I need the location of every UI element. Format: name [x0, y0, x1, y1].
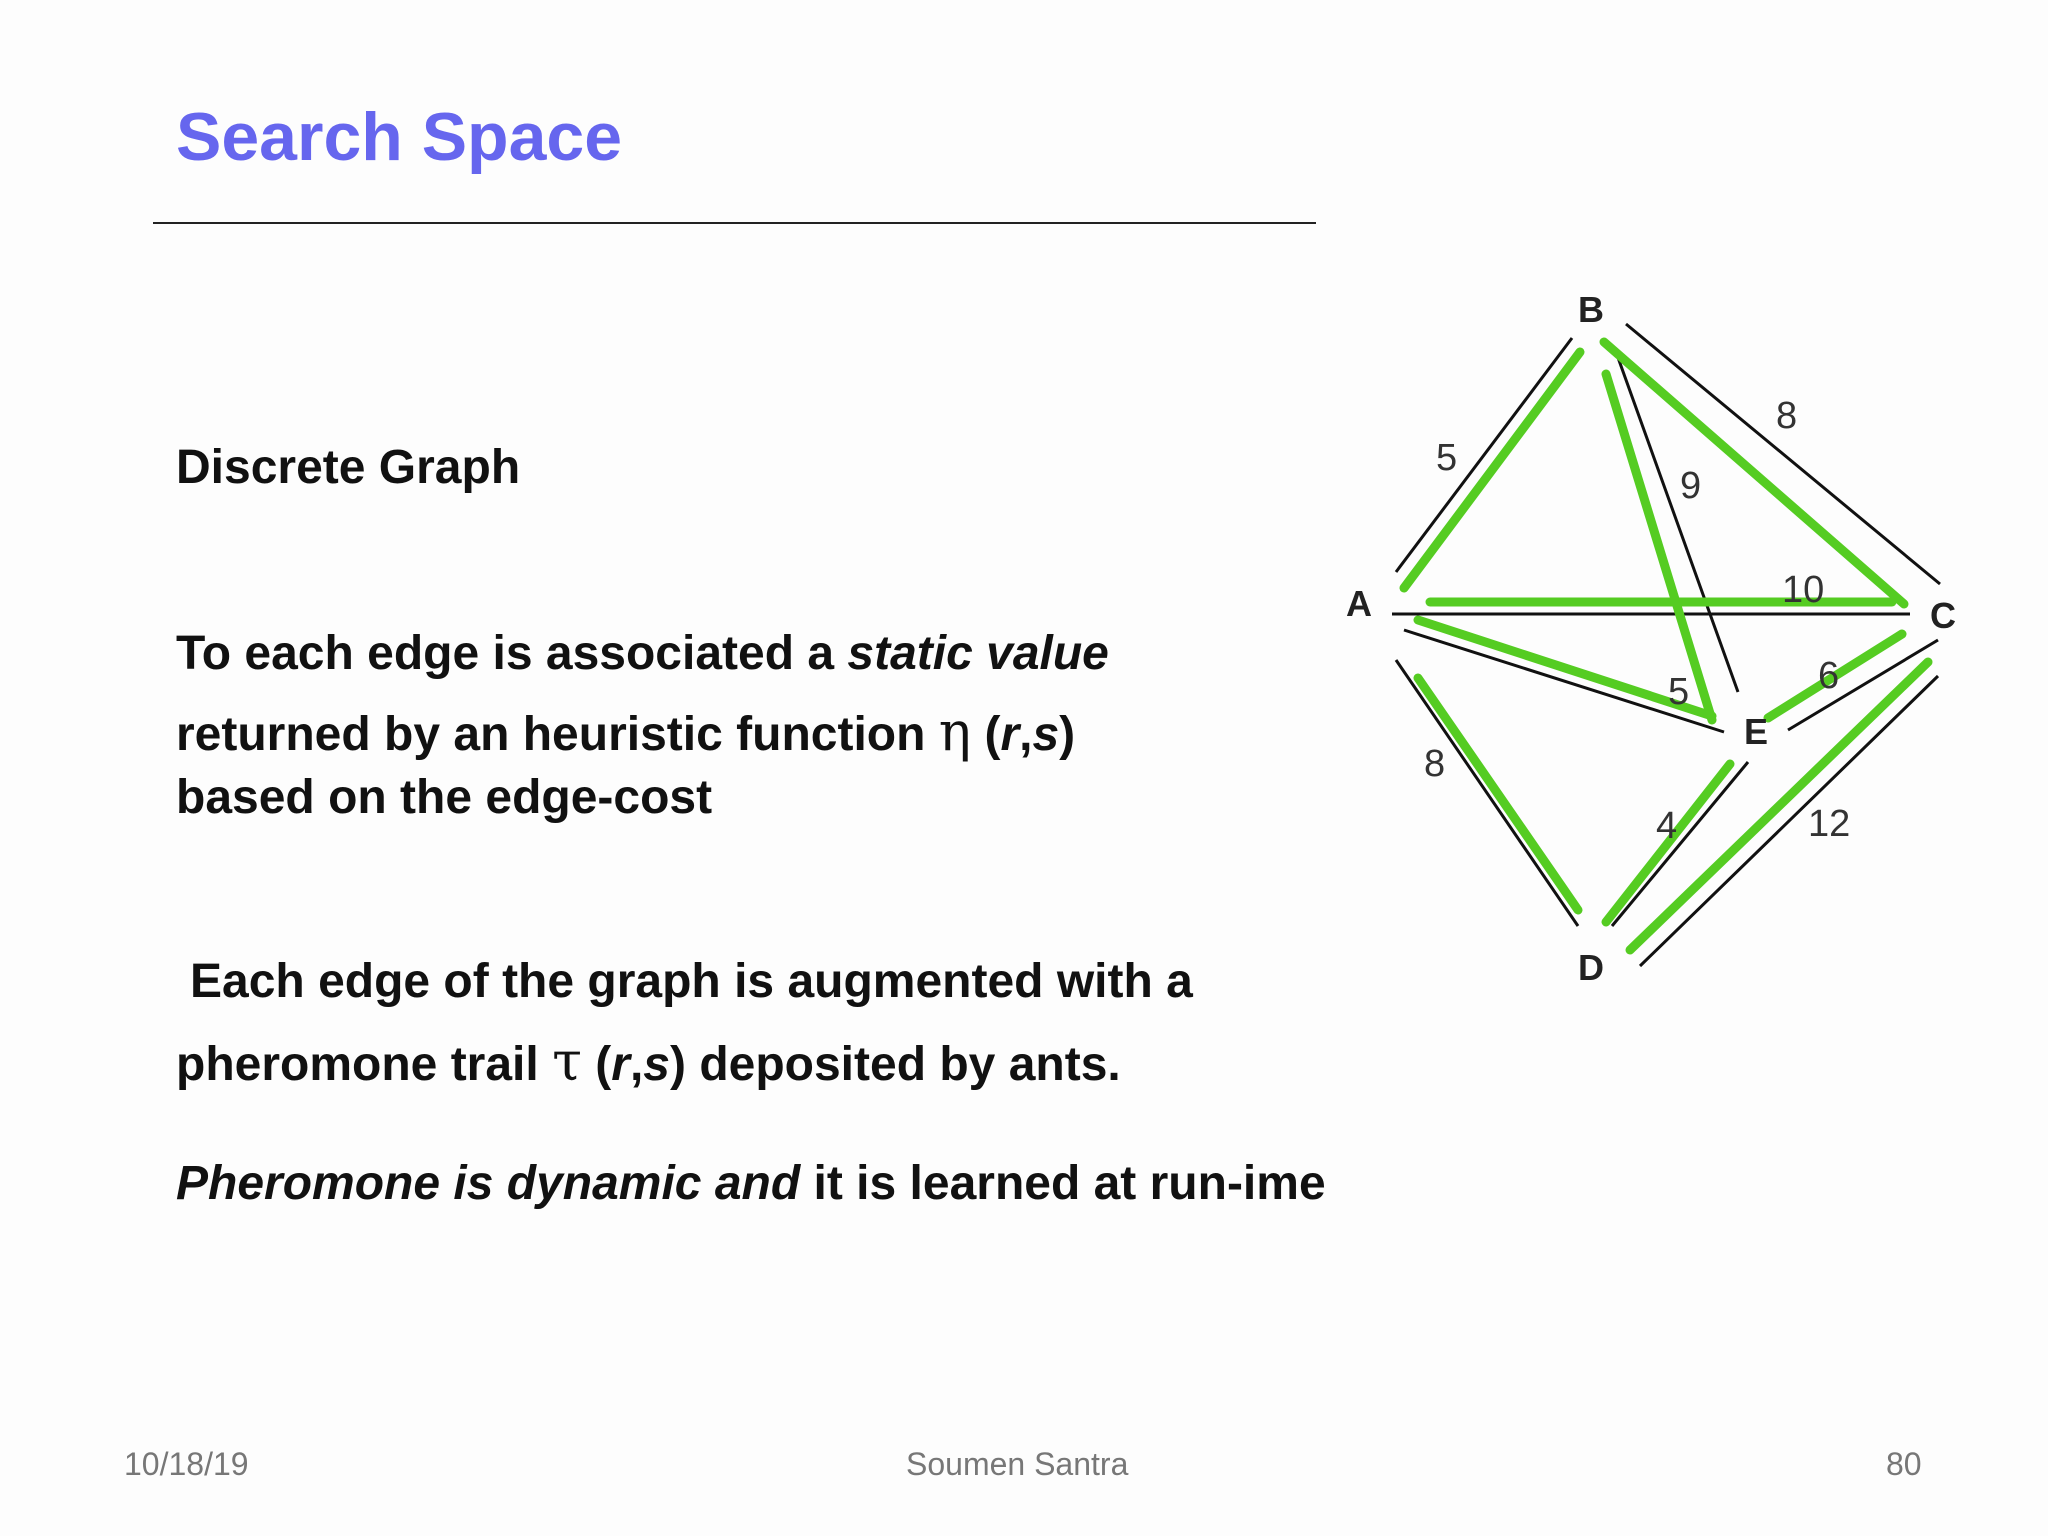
heuristic-line-2-text: returned by an heuristic function [176, 708, 939, 761]
trail-a-b [1404, 352, 1580, 588]
weight-b-c: 8 [1776, 395, 1798, 437]
node-c-label: C [1930, 595, 1956, 636]
tau-open: ( [581, 1038, 612, 1091]
node-d-label: D [1578, 947, 1604, 988]
trail-a-d [1418, 678, 1578, 910]
edge-a-b [1396, 338, 1572, 572]
graph-edges [1392, 324, 1940, 966]
heuristic-line-3: based on the edge-cost [176, 771, 713, 824]
tau-symbol: τ [552, 1030, 582, 1093]
eta-open: ( [971, 708, 1001, 761]
tau-comma: , [629, 1038, 644, 1091]
eta-s: s [1032, 708, 1060, 761]
eta-symbol: η [938, 700, 972, 763]
eta-comma: , [1019, 708, 1033, 761]
tau-post: ) deposited by ants. [670, 1038, 1121, 1091]
weight-a-c: 10 [1782, 569, 1825, 611]
trail-b-c [1604, 342, 1904, 604]
footer-page-number: 80 [1886, 1446, 1922, 1482]
weight-d-c: 12 [1808, 803, 1851, 845]
edge-b-c [1626, 324, 1940, 584]
node-b-label: B [1578, 289, 1604, 330]
pheromone-line-1: Each edge of the graph is augmented with a [190, 955, 1193, 1008]
dynamic-italic-text: Pheromone is dynamic and [176, 1157, 801, 1210]
node-e-label: E [1744, 711, 1769, 752]
eta-r: r [1000, 708, 1020, 761]
heuristic-line-1-text: To each edge is associated a [176, 627, 848, 680]
node-a-label: A [1346, 583, 1372, 624]
edge-a-d [1396, 660, 1578, 926]
eta-close: ) [1059, 708, 1076, 761]
static-value-text: static value [847, 627, 1109, 680]
weight-d-e: 4 [1656, 805, 1678, 847]
footer-date: 10/18/19 [124, 1446, 249, 1482]
weight-e-c: 6 [1818, 655, 1840, 697]
footer-author: Soumen Santra [906, 1446, 1129, 1482]
slide-title: Search Space [176, 99, 623, 175]
discrete-graph-text: Discrete Graph [176, 441, 521, 494]
weight-b-e: 9 [1680, 465, 1702, 507]
tau-r: r [611, 1038, 630, 1091]
dynamic-rest-text: it is learned at run-ime [800, 1157, 1326, 1210]
pheromone-line-2-text: pheromone trail [176, 1038, 553, 1091]
weight-a-e: 5 [1668, 671, 1690, 713]
weight-a-d: 8 [1424, 743, 1446, 785]
weight-a-b: 5 [1436, 437, 1458, 479]
tau-s: s [643, 1038, 670, 1091]
